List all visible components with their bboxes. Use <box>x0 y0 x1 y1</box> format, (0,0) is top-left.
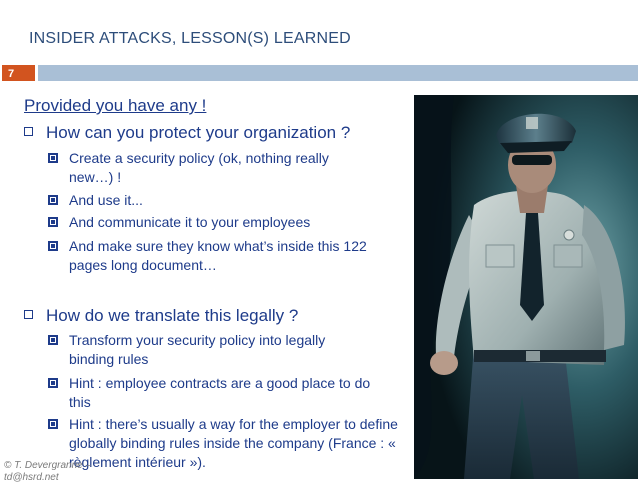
footer-line-1: © T. Devergranne – <box>4 460 92 471</box>
list-item <box>48 331 398 369</box>
list-item <box>48 237 398 275</box>
list-item-text: And make sure they know what’s inside this 122 pages long document… <box>69 238 367 273</box>
list-item <box>48 374 398 412</box>
slide-number: 7 <box>2 65 35 81</box>
slide-title: INSIDER ATTACKS, LESSON(S) LEARNED <box>29 30 351 47</box>
list-item-text: Create a security policy (ok, nothing really new…) ! <box>69 150 329 185</box>
hollow-square-bullet-icon <box>24 127 33 136</box>
square-bullet-icon <box>48 378 58 388</box>
security-guard-photo <box>414 95 638 479</box>
list-item-text: And use it... <box>69 192 143 208</box>
square-bullet-icon <box>48 195 58 205</box>
list-item-text: Hint : there’s usually a way for the employer to define globally binding rules inside the company (France : « règlement intérieur »). <box>69 416 398 470</box>
hollow-square-bullet-icon <box>24 310 33 319</box>
list-item-text: Hint : employee contracts are a good place to do this <box>69 375 371 410</box>
title-divider-bar <box>38 65 638 81</box>
copyright-footer <box>4 460 91 484</box>
square-bullet-icon <box>48 241 58 251</box>
lead-text: Provided you have any ! <box>24 96 207 115</box>
square-bullet-icon <box>48 153 58 163</box>
square-bullet-icon <box>48 217 58 227</box>
list-item <box>48 415 398 472</box>
list-item-text: And communicate it to your employees <box>69 214 311 230</box>
footer-line-2: td@hsrd.net <box>4 472 59 483</box>
square-bullet-icon <box>48 419 58 429</box>
square-bullet-icon <box>48 335 58 345</box>
list-item-text: Transform your security policy into legally binding rules <box>69 332 326 367</box>
list-item <box>48 213 398 232</box>
section-heading-text: How do we translate this legally ? <box>46 306 299 325</box>
list-item <box>48 149 398 187</box>
section-heading-text: How can you protect your organization ? <box>46 123 351 142</box>
list-item <box>48 191 398 210</box>
